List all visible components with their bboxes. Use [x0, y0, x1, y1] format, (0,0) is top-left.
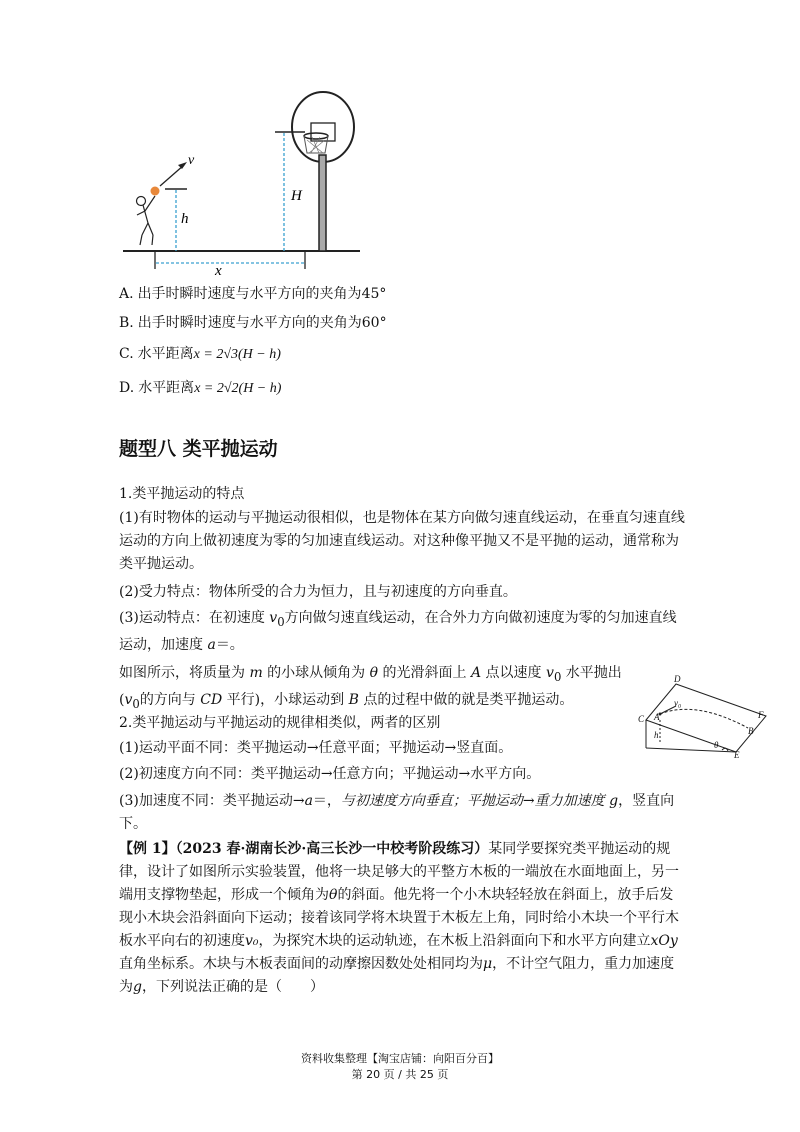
label-x: x	[215, 263, 222, 279]
player-figure	[137, 196, 156, 245]
label-D: D	[674, 674, 681, 684]
section-title: 题型八 类平抛运动	[119, 438, 278, 460]
label-F: F	[758, 710, 764, 720]
label-h: h	[654, 730, 659, 740]
paragraph-4: (3)运动特点：在初速度 $v_0$方向做匀速直线运动，在合外力方向做初速度为零的匀加速直线运动，加速度 a＝。	[119, 610, 677, 653]
paragraph-9: (3)加速度不同：类平抛运动→a＝，与初速度方向垂直；平抛运动→重力加速度 g，竖直向下。	[119, 793, 675, 832]
paragraph-2: (1)有时物体的运动与平抛运动很相似，也是物体在某方向做匀速直线运动，在垂直匀速直线运动的方向上做初速度为零的匀加速直线运动。对这种像平抛又不是平抛的运动，通常称为类平抛运动。	[119, 510, 685, 572]
paragraph-1: 1.类平抛运动的特点	[119, 486, 245, 502]
paragraph-6: 2.类平抛运动与平抛运动的规律相类似，两者的区别	[119, 715, 441, 731]
basketball-figure	[115, 85, 375, 285]
hoop-pole	[319, 155, 326, 251]
label-A: A	[654, 712, 660, 722]
label-C: C	[638, 714, 645, 724]
example-source: （2023 春·湖南长沙·高三长沙一中校考阶段练习）	[175, 841, 489, 857]
label-B: B	[748, 726, 754, 736]
option-c: C. 水平距离x = 2√3(H − h)	[119, 346, 281, 362]
paragraph-7: (1)运动平面不同：类平抛运动→任意平面；平抛运动→竖直面。	[119, 740, 513, 756]
paragraph-8: (2)初速度方向不同：类平抛运动→任意方向；平抛运动→水平方向。	[119, 766, 541, 782]
label-H: H	[291, 188, 302, 204]
example-1: 【例 1】（2023 春·湖南长沙·高三长沙一中校考阶段练习）某同学要探究类平抛运动的规律，设计了如图所示实验装置，他将一块足够大的平整方木板的一端放在水面地面上，另一端用支撑物垫起，形成一个倾角为θ的斜面。他先将一个小木块轻轻放在斜面上，放手后发现小木块会沿斜面向下运动；接着该同学将木块置于木板左上角，同时给小木块一个平行木板水平向右的初速度v₀，为探究木块的运动轨迹，在木板上沿斜面向下和水平方向建立xOy直角坐标系。木块与木板表面间的动摩擦因数处处相同均为μ，不计空气阻力，重力加速度为g，下列说法正确的是（ ）	[119, 841, 679, 995]
option-b: B. 出手时瞬时速度与水平方向的夹角为60°	[119, 315, 387, 331]
backboard	[292, 92, 354, 162]
example-tag: 【例 1】	[119, 841, 176, 857]
label-v0: v₀	[674, 698, 682, 708]
paragraph-5: 如图所示，将质量为 m 的小球从倾角为 θ 的光滑斜面上 A 点以速度 $v_0$ 水平抛出($v_0$的方向与 CD 平行)，小球运动到 B 点的过程中做的就是类平抛运动。	[119, 665, 622, 711]
option-a: A. 出手时瞬时速度与水平方向的夹角为45°	[119, 286, 387, 302]
footer-page-number: 第 20 页 / 共 25 页	[351, 1068, 449, 1081]
label-theta: θ	[714, 740, 719, 750]
footer-source: 资料收集整理【淘宝店铺：向阳百分百】	[301, 1052, 499, 1065]
label-E: E	[734, 750, 740, 760]
option-d: D. 水平距离x = 2√2(H − h)	[119, 380, 282, 396]
label-h: h	[181, 211, 189, 227]
incline-figure	[636, 672, 776, 762]
ball	[151, 187, 160, 196]
label-v: v	[188, 153, 195, 168]
paragraph-3: (2)受力特点：物体所受的合力为恒力，且与初速度的方向垂直。	[119, 584, 517, 600]
